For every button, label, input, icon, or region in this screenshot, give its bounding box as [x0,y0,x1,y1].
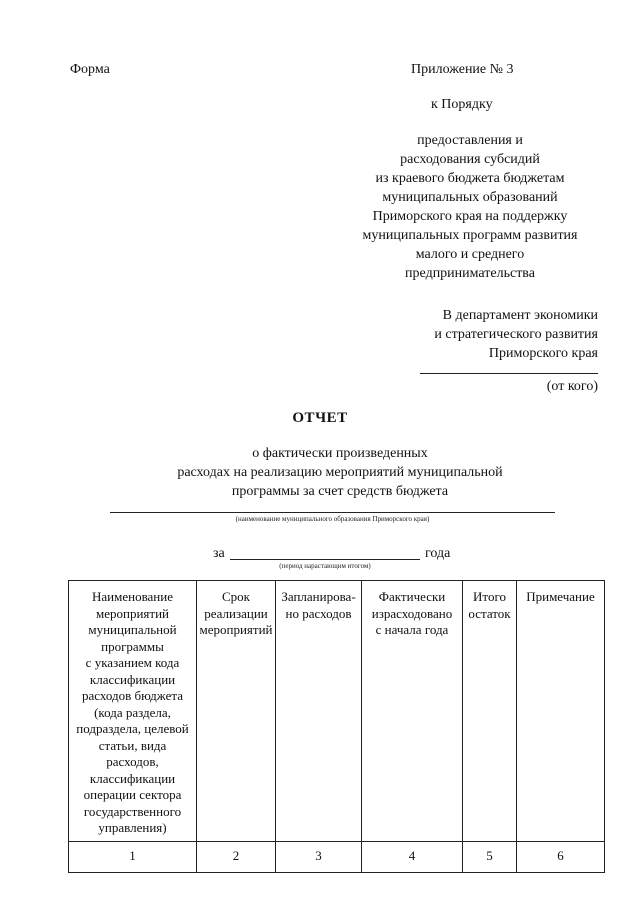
period-caption: (период нарастающим итогом) [279,562,371,570]
column-number: 2 [197,841,276,872]
municipality-line [110,512,555,513]
addressee: В департамент экономики и стратегического развития Приморского края [434,308,598,361]
order-title: предоставления и расходования субсидий из краевого бюджета бюджетам муниципальных образований Приморского края на поддержку муниципальных программ развития малого и среднего предпринимательства [362,133,578,281]
form-label: Форма [70,62,110,77]
header-balance: Итого остаток [463,581,517,842]
header-planned: Запланирова- но расходов [276,581,362,842]
municipality-caption: (наименование муниципального образования Приморского края) [235,515,430,523]
to-order: к Порядку [431,97,493,112]
appendix-number: Приложение № 3 [411,62,514,77]
report-table [68,580,605,873]
header-actual: Фактически израсходовано с начала года [362,581,463,842]
report-title: ОТЧЕТ [292,410,348,426]
column-number: 4 [362,841,463,872]
table-number-row [69,841,605,872]
column-number: 1 [69,841,197,872]
header-activities: Наименование мероприятий муниципальной программы с указанием кода классификации расходов бюджета (кода раздела, подраздела, целевой статьи, вида расходов, классификации операции сектора государственного управления) [69,581,197,842]
column-number: 3 [276,841,362,872]
column-number: 6 [517,841,605,872]
table-header-row [69,581,605,842]
period-suffix: года [425,546,451,561]
from-line [420,373,598,374]
period-line [230,559,420,560]
period-prefix: за [213,546,225,561]
column-number: 5 [463,841,517,872]
report-subtitle: о фактически произведенных расходах на реализацию мероприятий муниципальной программы за счет средств бюджета [177,446,503,499]
header-note: Примечание [517,581,605,842]
from-label: (от кого) [546,379,598,394]
header-term: Срок реализации мероприятий [197,581,276,842]
